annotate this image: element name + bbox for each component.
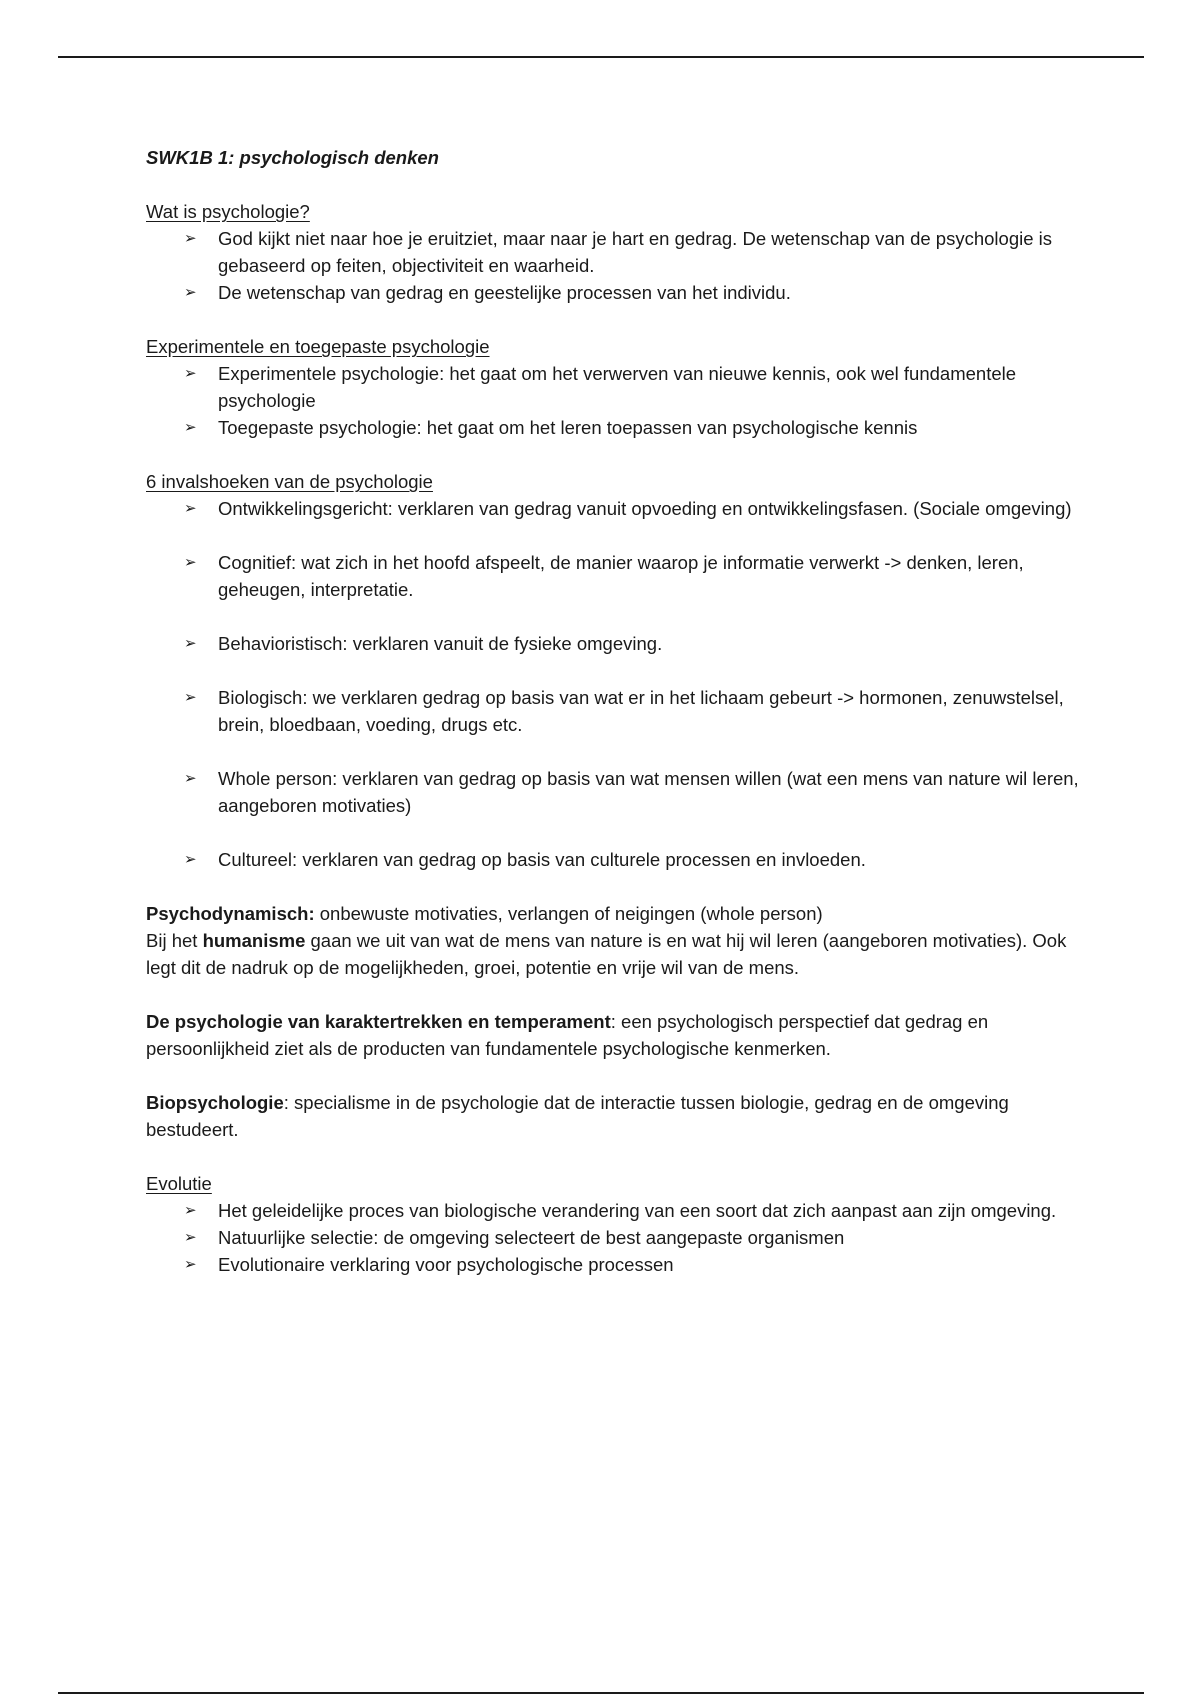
list-item	[184, 765, 1086, 819]
list-item	[184, 279, 1086, 306]
arrowhead-bullet-icon: ➢	[184, 554, 197, 571]
arrowhead-bullet-icon: ➢	[184, 851, 197, 868]
arrowhead-bullet-icon: ➢	[184, 230, 197, 247]
paragraph-karaktertrekken	[146, 1008, 1086, 1062]
term-humanisme: humanisme	[202, 930, 306, 951]
section-invalshoeken	[146, 468, 1086, 873]
arrowhead-bullet-icon: ➢	[184, 770, 197, 787]
term-psychodynamisch: Psychodynamisch:	[146, 903, 315, 924]
term-karaktertrekken: De psychologie van karaktertrekken en temperament	[146, 1011, 611, 1032]
bullet-list	[146, 1197, 1086, 1278]
arrowhead-bullet-icon: ➢	[184, 689, 197, 706]
paragraph-humanisme	[146, 927, 1086, 981]
list-item-text: Het geleidelijke proces van biologische verandering van een soort dat zich aanpast aan zijn omgeving.	[218, 1200, 1057, 1221]
paragraph-text: : een psychologisch perspectief dat gedrag en persoonlijkheid ziet als de producten van fundamentele psychologische kenmerken.	[146, 1011, 989, 1059]
arrowhead-bullet-icon: ➢	[184, 1256, 197, 1273]
list-item	[184, 360, 1086, 414]
list-item	[184, 1251, 1086, 1278]
footer-rule	[58, 1692, 1144, 1694]
arrowhead-bullet-icon: ➢	[184, 365, 197, 382]
list-item	[184, 846, 1086, 873]
list-item	[184, 684, 1086, 738]
section-heading: 6 invalshoeken van de psychologie	[146, 471, 433, 492]
list-item-text: Natuurlijke selectie: de omgeving selecteert de best aangepaste organismen	[218, 1227, 845, 1248]
list-item-text: Ontwikkelingsgericht: verklaren van gedrag vanuit opvoeding en ontwikkelingsfasen. (Sociale omgeving)	[218, 498, 1072, 519]
bullet-list	[146, 225, 1086, 306]
section-heading: Wat is psychologie?	[146, 201, 310, 222]
paragraph-text: Bij het	[146, 930, 203, 951]
bullet-list	[146, 495, 1086, 873]
list-item-text: Toegepaste psychologie: het gaat om het leren toepassen van psychologische kennis	[218, 417, 918, 438]
section-heading: Experimentele en toegepaste psychologie	[146, 336, 490, 357]
list-item	[184, 225, 1086, 279]
arrowhead-bullet-icon: ➢	[184, 284, 197, 301]
arrowhead-bullet-icon: ➢	[184, 1229, 197, 1246]
list-item-text: Behavioristisch: verklaren vanuit de fysieke omgeving.	[218, 633, 663, 654]
arrowhead-bullet-icon: ➢	[184, 419, 197, 436]
list-item	[184, 549, 1086, 603]
paragraph-text: onbewuste motivaties, verlangen of neigingen (whole person)	[314, 903, 823, 924]
section-evolutie	[146, 1170, 1086, 1278]
header-rule	[58, 56, 1144, 58]
section-wat-is-psychologie	[146, 198, 1086, 306]
paragraph-text: : specialisme in de psychologie dat de interactie tussen biologie, gedrag en de omgeving bestudeert.	[146, 1092, 1009, 1140]
arrowhead-bullet-icon: ➢	[184, 635, 197, 652]
term-biopsychologie: Biopsychologie	[146, 1092, 284, 1113]
arrowhead-bullet-icon: ➢	[184, 1202, 197, 1219]
list-item	[184, 495, 1086, 522]
document-body	[146, 144, 1086, 1305]
document-title: SWK1B 1: psychologisch denken	[146, 147, 439, 168]
list-item	[184, 414, 1086, 441]
list-item-text: Cultureel: verklaren van gedrag op basis van culturele processen en invloeden.	[218, 849, 866, 870]
list-item	[184, 1197, 1086, 1224]
list-item-text: God kijkt niet naar hoe je eruitziet, maar naar je hart en gedrag. De wetenschap van de psychologie is gebaseerd op feiten, objectiviteit en waarheid.	[218, 228, 1053, 276]
list-item-text: Experimentele psychologie: het gaat om het verwerven van nieuwe kennis, ook wel fundamentele psychologie	[218, 363, 1017, 411]
paragraph-psychodynamisch	[146, 900, 1086, 927]
list-item-text: De wetenschap van gedrag en geestelijke processen van het individu.	[218, 282, 791, 303]
list-item	[184, 1224, 1086, 1251]
section-experimentele-psychologie	[146, 333, 1086, 441]
list-item-text: Biologisch: we verklaren gedrag op basis van wat er in het lichaam gebeurt -> hormonen, zenuwstelsel, brein, bloedbaan, voeding, drugs etc.	[218, 687, 1064, 735]
list-item	[184, 630, 1086, 657]
paragraph-biopsychologie	[146, 1089, 1086, 1143]
bullet-list	[146, 360, 1086, 441]
section-heading: Evolutie	[146, 1173, 212, 1194]
list-item-text: Cognitief: wat zich in het hoofd afspeelt, de manier waarop je informatie verwerkt -> denken, leren, geheugen, interpretatie.	[218, 552, 1024, 600]
arrowhead-bullet-icon: ➢	[184, 500, 197, 517]
paragraph-text: gaan we uit van wat de mens van nature is en wat hij wil leren (aangeboren motivaties). Ook legt dit de nadruk op de mogelijkheden, groei, potentie en vrije wil van de mens.	[146, 930, 1067, 978]
list-item-text: Evolutionaire verklaring voor psychologische processen	[218, 1254, 674, 1275]
list-item-text: Whole person: verklaren van gedrag op basis van wat mensen willen (wat een mens van nature wil leren, aangeboren motivaties)	[218, 768, 1079, 816]
